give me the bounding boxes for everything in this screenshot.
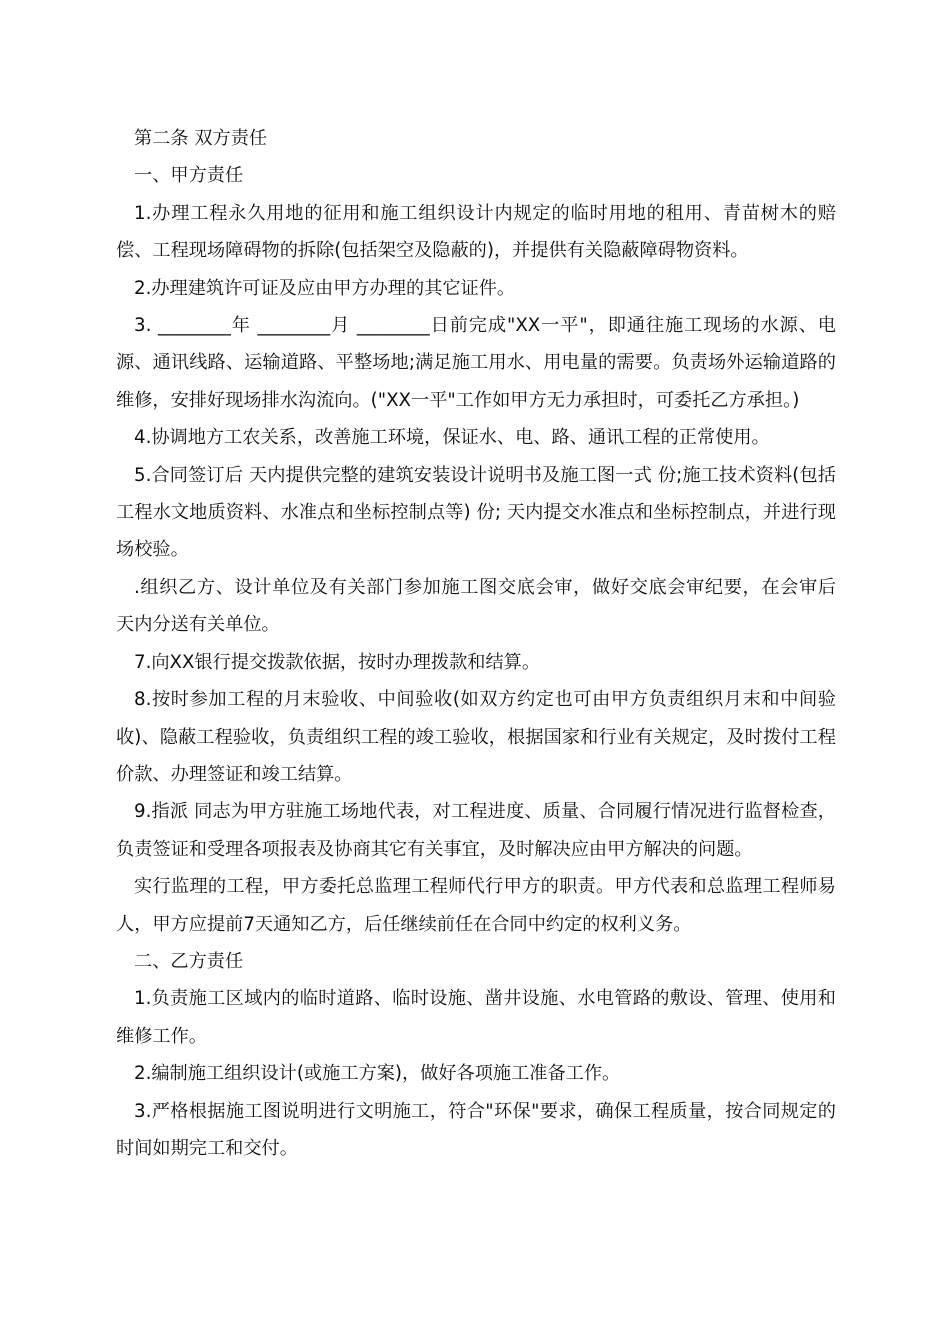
paragraph: 2.办理建筑许可证及应由甲方办理的其它证件。 xyxy=(134,277,516,299)
paragraph: 4.协调地方工农关系，改善施工环境，保证水、电、路、通讯工程的正常使用。 xyxy=(134,427,770,449)
paragraph: 2.编制施工组织设计(或施工方案)，做好各项施工准备工作。 xyxy=(134,1063,621,1085)
paragraph: 3. ________年 ________月 ________日前完成"XX一平"，即通往施工现场的水源、电源、通讯线路、运输道路、平整场地;满足施工用水、用电量的需要。负责场外运输道路的维修，安排好现场排水沟流向。("XX一平"工作如甲方无力承担时，可委托乙方承担。) xyxy=(116,315,836,411)
document-body xyxy=(116,120,842,1167)
paragraph: .组织乙方、设计单位及有关部门参加施工图交底会审，做好交底会审纪要，在会审后 天内分送有关单位。 xyxy=(116,576,842,636)
paragraph: 7.向XX银行提交拨款依据，按时办理拨款和结算。 xyxy=(134,651,541,673)
paragraph: 5.合同签订后 天内提供完整的建筑安装设计说明书及施工图一式 份;施工技术资料(包括工程水文地质资料、水准点和坐标控制点等) 份; 天内提交水准点和坐标控制点，并进行现场校验。 xyxy=(116,464,836,561)
paragraph: 3.严格根据施工图说明进行文明施工，符合"环保"要求，确保工程质量，按合同规定的时间如期完工和交付。 xyxy=(116,1100,836,1159)
paragraph: 8.按时参加工程的月末验收、中间验收(如双方约定也可由甲方负责组织月末和中间验收)、隐蔽工程验收，负责组织工程的竣工验收，根据国家和行业有关规定，及时拨付工程价款、办理签证和竣工结算。 xyxy=(116,689,836,785)
section-heading-party-b: 二、乙方责任 xyxy=(134,950,244,972)
paragraph: 1.负责施工区域内的临时道路、临时设施、凿井设施、水电管路的敷设、管理、使用和维修工作。 xyxy=(116,988,836,1047)
paragraph: 9.指派 同志为甲方驻施工场地代表，对工程进度、质量、合同履行情况进行监督检查，负责签证和受理各项报表及协商其它有关事宜，及时解决应由甲方解决的问题。 xyxy=(116,801,836,860)
paragraph: 实行监理的工程，甲方委托总监理工程师代行甲方的职责。甲方代表和总监理工程师易人，甲方应提前7天通知乙方，后任继续前任在合同中约定的权利义务。 xyxy=(116,876,836,935)
paragraph: 1.办理工程永久用地的征用和施工组织设计内规定的临时用地的租用、青苗树木的赔偿、工程现场障碍物的拆除(包括架空及隐蔽的)，并提供有关隐蔽障碍物资料。 xyxy=(116,202,836,262)
article-heading: 第二条 双方责任 xyxy=(134,128,268,149)
section-heading-party-a: 一、甲方责任 xyxy=(134,165,244,187)
